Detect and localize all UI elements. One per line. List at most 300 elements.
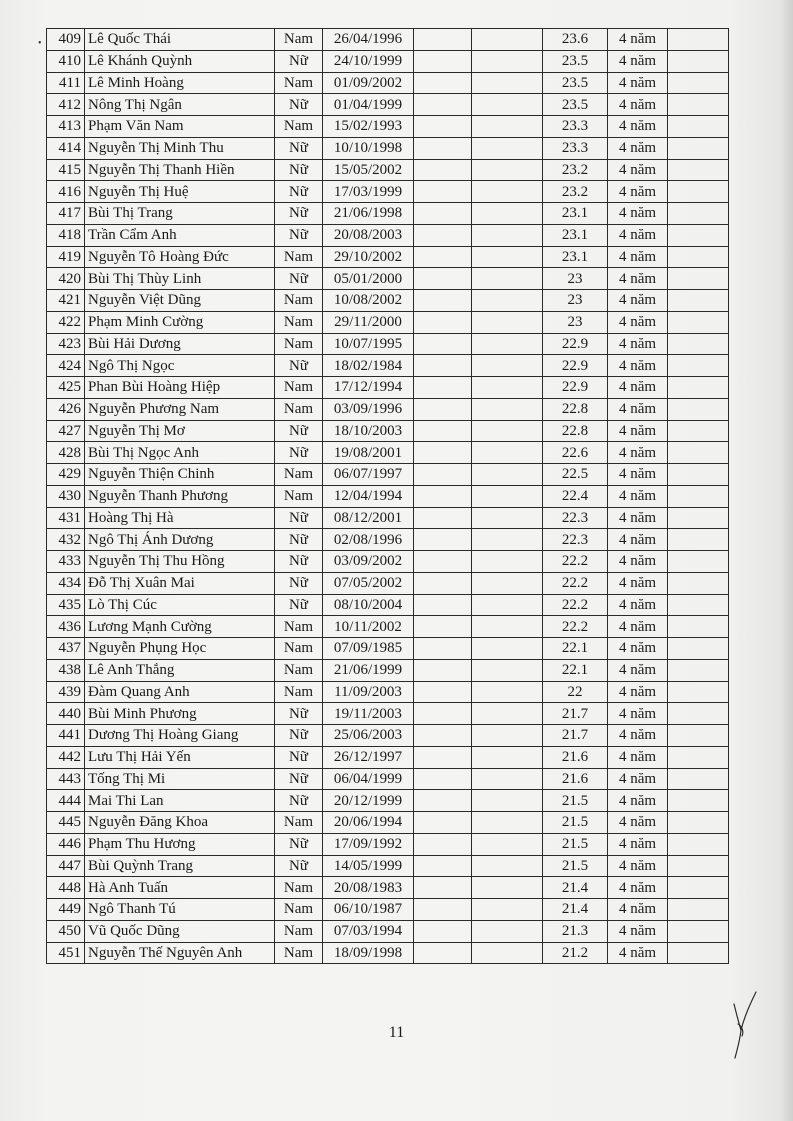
full-name-cell: Dương Thị Hoàng Giang bbox=[85, 725, 275, 747]
score-cell: 23.3 bbox=[543, 137, 608, 159]
blank-cell bbox=[414, 551, 472, 573]
blank-cell bbox=[472, 638, 543, 660]
duration-cell: 4 năm bbox=[608, 290, 668, 312]
duration-cell: 4 năm bbox=[608, 507, 668, 529]
blank-cell bbox=[414, 703, 472, 725]
notes-cell bbox=[668, 268, 729, 290]
gender-cell: Nam bbox=[275, 616, 323, 638]
score-cell: 22.9 bbox=[543, 377, 608, 399]
notes-cell bbox=[668, 855, 729, 877]
row-number-cell: 436 bbox=[47, 616, 85, 638]
table-row bbox=[47, 116, 729, 138]
notes-cell bbox=[668, 181, 729, 203]
notes-cell bbox=[668, 311, 729, 333]
blank-cell bbox=[472, 159, 543, 181]
score-cell: 21.5 bbox=[543, 790, 608, 812]
birth-date-cell: 20/08/2003 bbox=[323, 224, 414, 246]
birth-date-cell: 06/04/1999 bbox=[323, 768, 414, 790]
full-name-cell: Ngô Thị Ngọc bbox=[85, 355, 275, 377]
blank-cell bbox=[414, 790, 472, 812]
birth-date-cell: 06/07/1997 bbox=[323, 464, 414, 486]
birth-date-cell: 20/08/1983 bbox=[323, 877, 414, 899]
gender-cell: Nữ bbox=[275, 725, 323, 747]
score-cell: 22.8 bbox=[543, 420, 608, 442]
blank-cell bbox=[472, 311, 543, 333]
score-cell: 22.5 bbox=[543, 464, 608, 486]
full-name-cell: Vũ Quốc Dũng bbox=[85, 920, 275, 942]
row-number-cell: 427 bbox=[47, 420, 85, 442]
duration-cell: 4 năm bbox=[608, 29, 668, 51]
full-name-cell: Nguyễn Phụng Học bbox=[85, 638, 275, 660]
birth-date-cell: 08/10/2004 bbox=[323, 594, 414, 616]
duration-cell: 4 năm bbox=[608, 594, 668, 616]
score-cell: 23.1 bbox=[543, 203, 608, 225]
birth-date-cell: 07/09/1985 bbox=[323, 638, 414, 660]
blank-cell bbox=[414, 50, 472, 72]
full-name-cell: Bùi Thị Trang bbox=[85, 203, 275, 225]
row-number-cell: 410 bbox=[47, 50, 85, 72]
gender-cell: Nữ bbox=[275, 507, 323, 529]
score-cell: 21.4 bbox=[543, 877, 608, 899]
duration-cell: 4 năm bbox=[608, 137, 668, 159]
birth-date-cell: 01/09/2002 bbox=[323, 72, 414, 94]
blank-cell bbox=[414, 616, 472, 638]
table-row bbox=[47, 464, 729, 486]
duration-cell: 4 năm bbox=[608, 116, 668, 138]
blank-cell bbox=[414, 311, 472, 333]
score-cell: 21.6 bbox=[543, 746, 608, 768]
blank-cell bbox=[414, 746, 472, 768]
blank-cell bbox=[472, 29, 543, 51]
page-number: 11 bbox=[388, 1024, 405, 1041]
birth-date-cell: 18/09/1998 bbox=[323, 942, 414, 964]
row-number-cell: 423 bbox=[47, 333, 85, 355]
birth-date-cell: 01/04/1999 bbox=[323, 94, 414, 116]
blank-cell bbox=[414, 29, 472, 51]
row-number-cell: 413 bbox=[47, 116, 85, 138]
gender-cell: Nam bbox=[275, 398, 323, 420]
duration-cell: 4 năm bbox=[608, 246, 668, 268]
full-name-cell: Lê Quốc Thái bbox=[85, 29, 275, 51]
notes-cell bbox=[668, 920, 729, 942]
table-row bbox=[47, 311, 729, 333]
page-edge-shadow bbox=[779, 0, 793, 1121]
blank-cell bbox=[472, 398, 543, 420]
blank-cell bbox=[414, 659, 472, 681]
duration-cell: 4 năm bbox=[608, 746, 668, 768]
score-cell: 23.3 bbox=[543, 116, 608, 138]
table-row bbox=[47, 746, 729, 768]
row-number-cell: 437 bbox=[47, 638, 85, 660]
score-cell: 22.1 bbox=[543, 659, 608, 681]
table-row bbox=[47, 942, 729, 964]
birth-date-cell: 29/11/2000 bbox=[323, 311, 414, 333]
notes-cell bbox=[668, 72, 729, 94]
blank-cell bbox=[414, 877, 472, 899]
gender-cell: Nữ bbox=[275, 594, 323, 616]
duration-cell: 4 năm bbox=[608, 529, 668, 551]
birth-date-cell: 10/08/2002 bbox=[323, 290, 414, 312]
table-row bbox=[47, 420, 729, 442]
table-row bbox=[47, 137, 729, 159]
table-row bbox=[47, 50, 729, 72]
birth-date-cell: 10/11/2002 bbox=[323, 616, 414, 638]
row-number-cell: 424 bbox=[47, 355, 85, 377]
gender-cell: Nữ bbox=[275, 203, 323, 225]
row-number-cell: 439 bbox=[47, 681, 85, 703]
full-name-cell: Hà Anh Tuấn bbox=[85, 877, 275, 899]
score-cell: 23.6 bbox=[543, 29, 608, 51]
table-row bbox=[47, 333, 729, 355]
blank-cell bbox=[472, 420, 543, 442]
notes-cell bbox=[668, 812, 729, 834]
blank-cell bbox=[472, 681, 543, 703]
gender-cell: Nam bbox=[275, 899, 323, 921]
birth-date-cell: 21/06/1999 bbox=[323, 659, 414, 681]
table-row bbox=[47, 268, 729, 290]
table-row bbox=[47, 159, 729, 181]
table-row bbox=[47, 616, 729, 638]
score-cell: 21.5 bbox=[543, 855, 608, 877]
notes-cell bbox=[668, 224, 729, 246]
blank-cell bbox=[472, 464, 543, 486]
score-cell: 22.1 bbox=[543, 638, 608, 660]
duration-cell: 4 năm bbox=[608, 72, 668, 94]
full-name-cell: Bùi Thị Thùy Linh bbox=[85, 268, 275, 290]
score-cell: 22.9 bbox=[543, 355, 608, 377]
gender-cell: Nữ bbox=[275, 855, 323, 877]
table-row bbox=[47, 181, 729, 203]
row-number-cell: 444 bbox=[47, 790, 85, 812]
blank-cell bbox=[472, 833, 543, 855]
birth-date-cell: 08/12/2001 bbox=[323, 507, 414, 529]
row-number-cell: 418 bbox=[47, 224, 85, 246]
row-number-cell: 409 bbox=[47, 29, 85, 51]
gender-cell: Nam bbox=[275, 464, 323, 486]
score-cell: 23 bbox=[543, 290, 608, 312]
notes-cell bbox=[668, 116, 729, 138]
table-row bbox=[47, 659, 729, 681]
birth-date-cell: 17/12/1994 bbox=[323, 377, 414, 399]
score-cell: 22.2 bbox=[543, 551, 608, 573]
table-row bbox=[47, 790, 729, 812]
score-cell: 23.2 bbox=[543, 159, 608, 181]
birth-date-cell: 11/09/2003 bbox=[323, 681, 414, 703]
notes-cell bbox=[668, 594, 729, 616]
blank-cell bbox=[472, 899, 543, 921]
score-cell: 22.3 bbox=[543, 507, 608, 529]
row-number-cell: 415 bbox=[47, 159, 85, 181]
notes-cell bbox=[668, 638, 729, 660]
notes-cell bbox=[668, 159, 729, 181]
birth-date-cell: 03/09/2002 bbox=[323, 551, 414, 573]
blank-cell bbox=[472, 203, 543, 225]
full-name-cell: Lò Thị Cúc bbox=[85, 594, 275, 616]
full-name-cell: Lê Minh Hoàng bbox=[85, 72, 275, 94]
notes-cell bbox=[668, 464, 729, 486]
blank-cell bbox=[414, 246, 472, 268]
full-name-cell: Lương Mạnh Cường bbox=[85, 616, 275, 638]
table-row bbox=[47, 72, 729, 94]
blank-cell bbox=[472, 812, 543, 834]
blank-cell bbox=[472, 50, 543, 72]
notes-cell bbox=[668, 790, 729, 812]
blank-cell bbox=[472, 377, 543, 399]
score-cell: 22.3 bbox=[543, 529, 608, 551]
table-row bbox=[47, 290, 729, 312]
notes-cell bbox=[668, 94, 729, 116]
notes-cell bbox=[668, 333, 729, 355]
row-number-cell: 441 bbox=[47, 725, 85, 747]
score-cell: 22.9 bbox=[543, 333, 608, 355]
birth-date-cell: 14/05/1999 bbox=[323, 855, 414, 877]
row-number-cell: 420 bbox=[47, 268, 85, 290]
gender-cell: Nam bbox=[275, 659, 323, 681]
notes-cell bbox=[668, 29, 729, 51]
notes-cell bbox=[668, 725, 729, 747]
score-cell: 21.5 bbox=[543, 812, 608, 834]
gender-cell: Nữ bbox=[275, 420, 323, 442]
full-name-cell: Trần Cẩm Anh bbox=[85, 224, 275, 246]
score-cell: 23.2 bbox=[543, 181, 608, 203]
table-row bbox=[47, 377, 729, 399]
notes-cell bbox=[668, 355, 729, 377]
duration-cell: 4 năm bbox=[608, 768, 668, 790]
birth-date-cell: 17/09/1992 bbox=[323, 833, 414, 855]
score-cell: 21.5 bbox=[543, 833, 608, 855]
full-name-cell: Nguyễn Tô Hoàng Đức bbox=[85, 246, 275, 268]
birth-date-cell: 02/08/1996 bbox=[323, 529, 414, 551]
blank-cell bbox=[472, 920, 543, 942]
full-name-cell: Nguyễn Thị Mơ bbox=[85, 420, 275, 442]
row-number-cell: 449 bbox=[47, 899, 85, 921]
table-row bbox=[47, 877, 729, 899]
row-number-cell: 443 bbox=[47, 768, 85, 790]
birth-date-cell: 05/01/2000 bbox=[323, 268, 414, 290]
notes-cell bbox=[668, 377, 729, 399]
birth-date-cell: 26/04/1996 bbox=[323, 29, 414, 51]
duration-cell: 4 năm bbox=[608, 551, 668, 573]
row-number-cell: 438 bbox=[47, 659, 85, 681]
gender-cell: Nữ bbox=[275, 268, 323, 290]
row-number-cell: 447 bbox=[47, 855, 85, 877]
row-number-cell: 421 bbox=[47, 290, 85, 312]
row-number-cell: 451 bbox=[47, 942, 85, 964]
blank-cell bbox=[414, 94, 472, 116]
duration-cell: 4 năm bbox=[608, 572, 668, 594]
row-number-cell: 440 bbox=[47, 703, 85, 725]
row-number-cell: 416 bbox=[47, 181, 85, 203]
full-name-cell: Tống Thị Mi bbox=[85, 768, 275, 790]
gender-cell: Nam bbox=[275, 638, 323, 660]
blank-cell bbox=[472, 116, 543, 138]
table-row bbox=[47, 398, 729, 420]
blank-cell bbox=[414, 398, 472, 420]
score-cell: 22.2 bbox=[543, 594, 608, 616]
duration-cell: 4 năm bbox=[608, 181, 668, 203]
score-cell: 23 bbox=[543, 268, 608, 290]
gender-cell: Nữ bbox=[275, 442, 323, 464]
duration-cell: 4 năm bbox=[608, 333, 668, 355]
duration-cell: 4 năm bbox=[608, 50, 668, 72]
birth-date-cell: 12/04/1994 bbox=[323, 485, 414, 507]
full-name-cell: Đỗ Thị Xuân Mai bbox=[85, 572, 275, 594]
table-row bbox=[47, 638, 729, 660]
full-name-cell: Mai Thi Lan bbox=[85, 790, 275, 812]
blank-cell bbox=[472, 529, 543, 551]
gender-cell: Nữ bbox=[275, 746, 323, 768]
blank-cell bbox=[414, 594, 472, 616]
notes-cell bbox=[668, 551, 729, 573]
blank-cell bbox=[414, 72, 472, 94]
blank-cell bbox=[472, 181, 543, 203]
birth-date-cell: 07/05/2002 bbox=[323, 572, 414, 594]
score-cell: 23.1 bbox=[543, 246, 608, 268]
row-number-cell: 434 bbox=[47, 572, 85, 594]
table-row bbox=[47, 833, 729, 855]
notes-cell bbox=[668, 507, 729, 529]
full-name-cell: Nguyễn Thị Huệ bbox=[85, 181, 275, 203]
full-name-cell: Phạm Thu Hương bbox=[85, 833, 275, 855]
blank-cell bbox=[414, 855, 472, 877]
score-cell: 22.2 bbox=[543, 572, 608, 594]
row-number-cell: 431 bbox=[47, 507, 85, 529]
notes-cell bbox=[668, 833, 729, 855]
full-name-cell: Nguyễn Thế Nguyên Anh bbox=[85, 942, 275, 964]
duration-cell: 4 năm bbox=[608, 224, 668, 246]
blank-cell bbox=[472, 333, 543, 355]
full-name-cell: Bùi Minh Phương bbox=[85, 703, 275, 725]
duration-cell: 4 năm bbox=[608, 268, 668, 290]
score-cell: 23 bbox=[543, 311, 608, 333]
table-row bbox=[47, 855, 729, 877]
full-name-cell: Lưu Thị Hải Yến bbox=[85, 746, 275, 768]
blank-cell bbox=[472, 659, 543, 681]
table-row bbox=[47, 551, 729, 573]
gender-cell: Nam bbox=[275, 246, 323, 268]
notes-cell bbox=[668, 246, 729, 268]
blank-cell bbox=[414, 572, 472, 594]
full-name-cell: Nguyễn Thị Thanh Hiền bbox=[85, 159, 275, 181]
birth-date-cell: 20/06/1994 bbox=[323, 812, 414, 834]
notes-cell bbox=[668, 659, 729, 681]
birth-date-cell: 18/10/2003 bbox=[323, 420, 414, 442]
notes-cell bbox=[668, 485, 729, 507]
row-number-cell: 448 bbox=[47, 877, 85, 899]
duration-cell: 4 năm bbox=[608, 638, 668, 660]
duration-cell: 4 năm bbox=[608, 311, 668, 333]
duration-cell: 4 năm bbox=[608, 942, 668, 964]
blank-cell bbox=[414, 507, 472, 529]
duration-cell: 4 năm bbox=[608, 485, 668, 507]
notes-cell bbox=[668, 768, 729, 790]
student-roster-table bbox=[46, 28, 729, 964]
score-cell: 21.6 bbox=[543, 768, 608, 790]
notes-cell bbox=[668, 616, 729, 638]
table-row bbox=[47, 355, 729, 377]
row-number-cell: 412 bbox=[47, 94, 85, 116]
blank-cell bbox=[414, 116, 472, 138]
duration-cell: 4 năm bbox=[608, 703, 668, 725]
row-number-cell: 428 bbox=[47, 442, 85, 464]
row-number-cell: 422 bbox=[47, 311, 85, 333]
score-cell: 22.4 bbox=[543, 485, 608, 507]
notes-cell bbox=[668, 50, 729, 72]
duration-cell: 4 năm bbox=[608, 420, 668, 442]
blank-cell bbox=[414, 224, 472, 246]
row-number-cell: 417 bbox=[47, 203, 85, 225]
blank-cell bbox=[472, 355, 543, 377]
blank-cell bbox=[472, 594, 543, 616]
table-row bbox=[47, 29, 729, 51]
birth-date-cell: 07/03/1994 bbox=[323, 920, 414, 942]
blank-cell bbox=[414, 485, 472, 507]
table-row bbox=[47, 246, 729, 268]
full-name-cell: Ngô Thanh Tú bbox=[85, 899, 275, 921]
row-number-cell: 435 bbox=[47, 594, 85, 616]
blank-cell bbox=[472, 746, 543, 768]
blank-cell bbox=[472, 246, 543, 268]
table-row bbox=[47, 507, 729, 529]
gender-cell: Nam bbox=[275, 942, 323, 964]
full-name-cell: Nguyễn Thị Minh Thu bbox=[85, 137, 275, 159]
birth-date-cell: 25/06/2003 bbox=[323, 725, 414, 747]
row-number-cell: 430 bbox=[47, 485, 85, 507]
duration-cell: 4 năm bbox=[608, 442, 668, 464]
blank-cell bbox=[472, 942, 543, 964]
score-cell: 21.2 bbox=[543, 942, 608, 964]
table-row bbox=[47, 920, 729, 942]
duration-cell: 4 năm bbox=[608, 398, 668, 420]
birth-date-cell: 10/10/1998 bbox=[323, 137, 414, 159]
duration-cell: 4 năm bbox=[608, 920, 668, 942]
blank-cell bbox=[414, 725, 472, 747]
score-cell: 21.3 bbox=[543, 920, 608, 942]
gender-cell: Nữ bbox=[275, 181, 323, 203]
blank-cell bbox=[414, 812, 472, 834]
duration-cell: 4 năm bbox=[608, 355, 668, 377]
notes-cell bbox=[668, 572, 729, 594]
notes-cell bbox=[668, 877, 729, 899]
table-row bbox=[47, 442, 729, 464]
gender-cell: Nữ bbox=[275, 703, 323, 725]
table-row bbox=[47, 94, 729, 116]
full-name-cell: Lê Khánh Quỳnh bbox=[85, 50, 275, 72]
table-row bbox=[47, 224, 729, 246]
birth-date-cell: 24/10/1999 bbox=[323, 50, 414, 72]
duration-cell: 4 năm bbox=[608, 725, 668, 747]
score-cell: 22.2 bbox=[543, 616, 608, 638]
full-name-cell: Hoàng Thị Hà bbox=[85, 507, 275, 529]
notes-cell bbox=[668, 529, 729, 551]
table-row bbox=[47, 594, 729, 616]
duration-cell: 4 năm bbox=[608, 899, 668, 921]
blank-cell bbox=[472, 703, 543, 725]
gender-cell: Nam bbox=[275, 877, 323, 899]
row-number-cell: 429 bbox=[47, 464, 85, 486]
gender-cell: Nữ bbox=[275, 768, 323, 790]
blank-cell bbox=[414, 333, 472, 355]
table-row bbox=[47, 725, 729, 747]
birth-date-cell: 06/10/1987 bbox=[323, 899, 414, 921]
blank-cell bbox=[414, 899, 472, 921]
duration-cell: 4 năm bbox=[608, 377, 668, 399]
blank-cell bbox=[472, 572, 543, 594]
roster-body bbox=[47, 29, 729, 964]
notes-cell bbox=[668, 681, 729, 703]
gender-cell: Nam bbox=[275, 681, 323, 703]
blank-cell bbox=[414, 529, 472, 551]
